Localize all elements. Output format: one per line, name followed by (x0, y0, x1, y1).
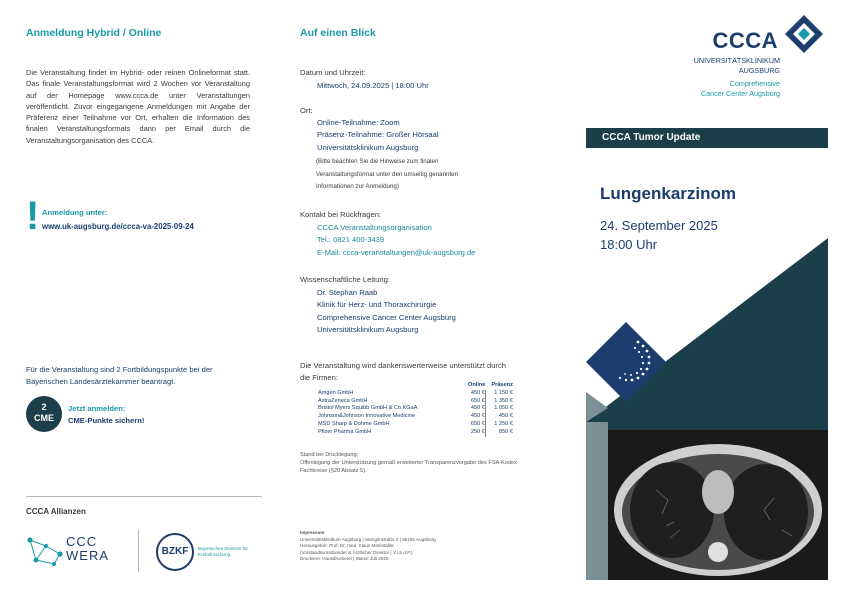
location-note-line: Informationen zur Anmeldung) (316, 183, 399, 190)
lead-values (317, 287, 456, 336)
sponsor-intro: Die Veranstaltung wird dankenswerterweise unterstützt durch die Firmen: (300, 361, 506, 382)
imprint-title: Impressum (300, 530, 325, 535)
imprint-line: (Vorstandsvorsitzender & Ärztlicher Direktor | V.i.S.d.P.) (300, 549, 413, 555)
table-row (316, 390, 513, 398)
cover-decoration (586, 230, 828, 580)
location-note (316, 156, 526, 194)
sponsor-online: 650 € (470, 420, 485, 427)
overview-heading: Auf einen Blick (300, 27, 376, 39)
registration-link[interactable]: www.uk-augsburg.de/ccca-va-2025-09-24 (42, 222, 194, 231)
table-row (316, 421, 513, 429)
cover-panel (586, 0, 828, 595)
ccca-logo-center (701, 79, 780, 98)
divider (26, 496, 262, 497)
sponsor-footnote-disclosure: Offenlegung der Unterstützung gemäß erweiterter Transparenzvorgabe des FSA-Kodex Fachkreise (§20 Absatz 5). (300, 460, 517, 474)
ccca-logo-icon (784, 14, 824, 54)
series-banner: CCCA Tumor Update (586, 128, 828, 148)
contact-label: Kontakt bei Rückfragen: (300, 210, 382, 219)
table-row (316, 429, 513, 437)
location-venue: Präsenz-Teilnahme: Großer Hörsaal (317, 130, 439, 140)
table-row (316, 405, 513, 413)
sponsor-name: Johnson&Johnson Innovative Medicine (318, 413, 416, 420)
ccca-wordmark: CCCA (712, 28, 778, 53)
bzkf-subtitle: Bayerisches Zentrum für Krebsforschung (198, 546, 249, 557)
location-clinic: Universitätsklinikum Augsburg (317, 142, 419, 152)
sponsor-praesenz: 450 € (485, 413, 512, 421)
location-online: Online-Teilnahme: Zoom (317, 118, 400, 127)
ct-lung-right (724, 464, 808, 560)
sponsor-online: 450 € (470, 405, 485, 412)
ccc-wera-line2: WERA (66, 548, 109, 563)
contact-email[interactable]: E-Mail: ccca-veranstaltungen@uk-augsburg.de (317, 247, 476, 257)
middle-panel (300, 0, 536, 595)
bzkf-logo: BZKF (156, 533, 194, 571)
logo-separator (138, 530, 139, 572)
sponsor-name: AstraZeneca GmbH (318, 397, 368, 404)
logo-line: Cancer Center Augsburg (700, 88, 780, 98)
lead-dept: Klinik für Herz- und Thoraxchirurgie (317, 300, 437, 310)
sponsor-online: 250 € (470, 428, 485, 435)
sponsor-praesenz: 1 050 € (485, 405, 512, 413)
lead-label: Wissenschaftliche Leitung: (300, 275, 390, 284)
sponsor-online: 450 € (470, 413, 485, 420)
registration-body: Die Veranstaltung findet im Hybrid- oder reinen Onlineformat statt. Das finale Veranstaltungsformat wird 2 Wochen vor Veranstaltung auf der Homepage www.ccca.de unter Veranstaltungen veröffentlicht. Zuvor eingegangene Anmeldungen mit Angabe der Präferenz einer Teilnahme vor Ort, erhalten die Information des finalen Veranstaltungsformats dann per Email durch die Veranstaltungsorganisation des CCCA. (26, 68, 250, 145)
location-note-line: (Bitte beachten Sie die Hinweise zum finalen (316, 158, 439, 165)
sponsor-name: Bristol Myers Squibb GmbH & Co.KGaA (318, 405, 418, 412)
event-title: Lungenkarzinom (600, 184, 737, 203)
exclamation-icon: ! (26, 194, 40, 238)
sponsor-header-row (316, 382, 513, 390)
sponsor-online: 450 € (470, 389, 485, 396)
sponsor-name: MSD Sharp & Dohme GmbH (318, 420, 390, 427)
ct-spine (708, 542, 728, 562)
sponsor-praesenz: 1 150 € (485, 390, 512, 398)
cme-info: Für die Veranstaltung sind 2 Fortbildungspunkte bei der Bayerischen Landesärztekammer beantragt. (26, 365, 213, 386)
cme-badge (26, 396, 62, 432)
date-label: Datum und Uhrzeit: (300, 68, 366, 77)
cme-cta-points: CME-Punkte sichern! (68, 416, 145, 425)
sponsor-footnote-status: Stand bei Drucklegung; (300, 452, 359, 458)
left-panel (26, 0, 250, 595)
sponsor-header-firm (316, 382, 466, 390)
contact-phone[interactable]: Tel.: 0821 400-3439 (317, 235, 385, 245)
contact-org: CCCA Veranstaltungsorganisation (317, 223, 432, 232)
sponsor-header-online: Online (468, 382, 486, 388)
lead-name: Dr. Stephan Raab (317, 288, 378, 297)
ccc-wera-wordmark (66, 535, 109, 563)
location-note-line: Veranstaltungsformat unter den umseitig genannten (316, 170, 459, 178)
registration-label: Anmeldung unter: (42, 208, 108, 217)
lead-clinic: Universitätsklinikum Augsburg (317, 324, 419, 334)
registration-heading: Anmeldung Hybrid / Online (26, 27, 162, 39)
event-date: 24. September 2025 (600, 218, 718, 233)
imprint-line: Universitätsklinikum Augsburg | Stenglinstraße 2 | 86156 Augsburg (300, 536, 436, 542)
ct-heart (702, 470, 734, 514)
sponsor-praesenz: 1 350 € (485, 398, 512, 406)
cme-badge-label: CME (34, 413, 54, 423)
sponsor-table (316, 382, 513, 437)
sponsor-praesenz: 850 € (485, 429, 512, 437)
location-values (317, 117, 439, 154)
imprint-line: Druckerei: Hausdruckerei | Stand: Juli 2025 (300, 556, 389, 562)
ct-lung-left (630, 462, 714, 558)
sponsor-header-praesenz: Präsenz (491, 382, 513, 388)
logo-line: UNIVERSITÄTSKLINIKUM (693, 56, 780, 65)
logo-line: AUGSBURG (738, 65, 780, 75)
ccc-wera-line1: CCC (66, 534, 98, 549)
imprint-line: Herausgeber: Prof. Dr. med. Klaus Markstaller (300, 543, 394, 549)
grey-strip (586, 422, 608, 580)
sponsor-praesenz: 1 250 € (485, 421, 512, 429)
table-row (316, 413, 513, 421)
cme-badge-number: 2 (41, 402, 47, 412)
cme-cta-register: Jetzt anmelden: (68, 404, 126, 413)
table-row (316, 398, 513, 406)
sponsor-name: Pfizer Pharma GmbH (318, 428, 372, 435)
sponsor-name: Amgen GmbH (318, 389, 354, 396)
contact-values (317, 222, 475, 259)
alliances-heading: CCCA Allianzen (26, 507, 86, 516)
logo-line: Comprehensive (729, 79, 780, 88)
ccca-logo-university (694, 56, 780, 75)
sponsor-online: 650 € (470, 397, 485, 404)
location-label: Ort: (300, 106, 313, 115)
imprint (300, 530, 540, 563)
date-value: Mittwoch, 24.09.2025 | 18:00 Uhr (317, 81, 429, 90)
lead-center: Comprehensive Cancer Center Augsburg (317, 312, 456, 322)
event-time: 18:00 Uhr (600, 237, 658, 252)
